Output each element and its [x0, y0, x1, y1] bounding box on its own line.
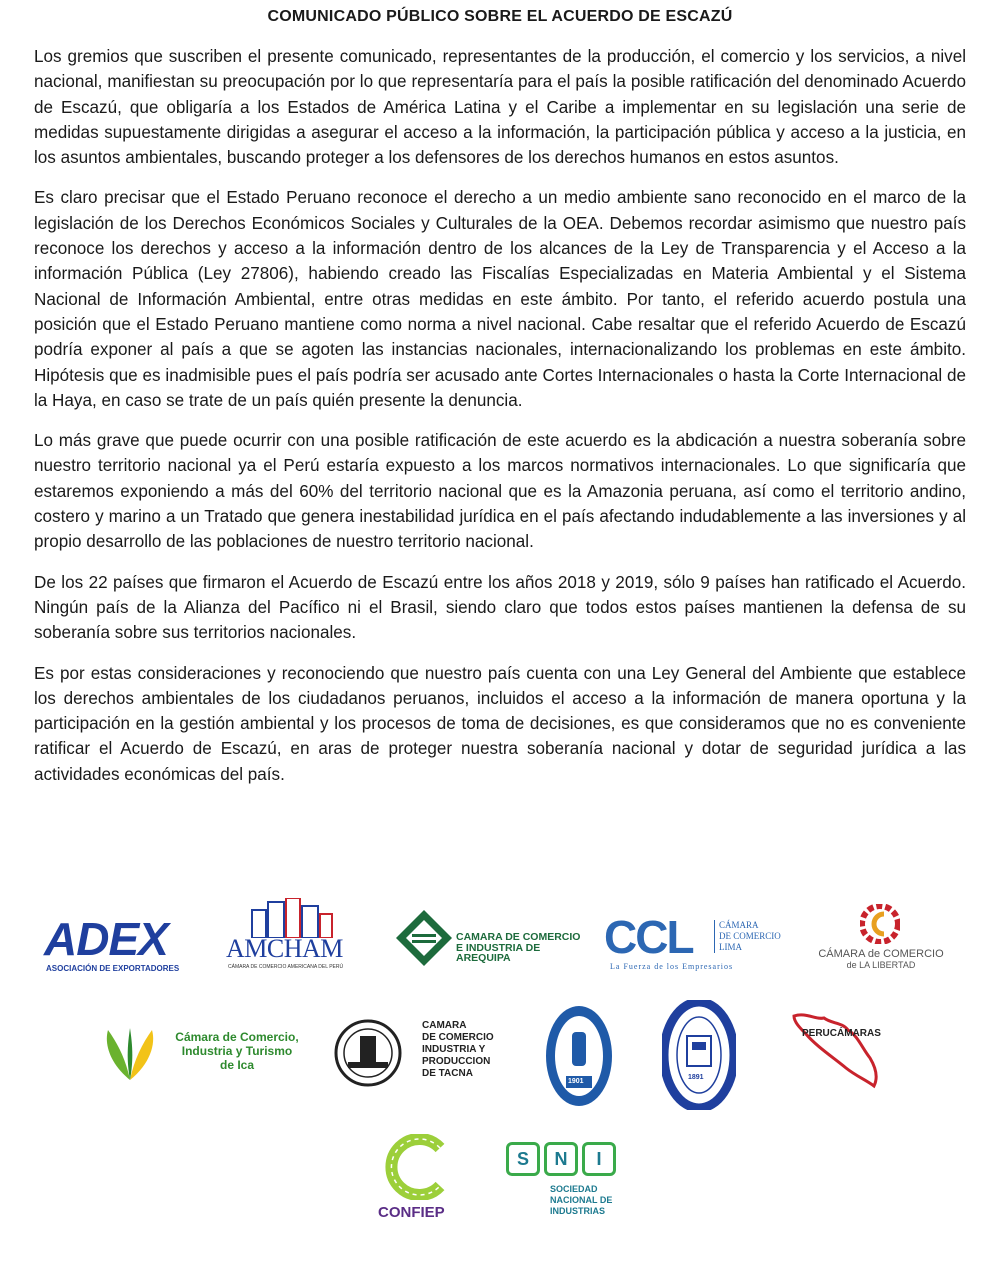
- lambayeque-year: 1901: [568, 1078, 584, 1085]
- sni-letters: [506, 1142, 616, 1176]
- piura-year: 1891: [688, 1074, 704, 1081]
- paragraph-5: Es por estas consideraciones y reconociendo que nuestro país cuenta con una Ley General del Ambiente que establece los derechos ambientales de los ciudadanos peruanos, incluidos el acceso a la información de manera oportuna y la participación en la gestión ambiental y los procesos de toma de decisiones, es que consideramos que no es conveniente ratificar el Acuerdo de Escazú, en aras de proteger nuestra soberanía nacional y dotar de seguridad jurídica a las actividades económicas del país.: [34, 663, 966, 784]
- tacna-line-5: DE TACNA: [422, 1068, 473, 1079]
- tacna-chamber-text: [422, 1020, 494, 1080]
- tacna-line-2: DE COMERCIO: [422, 1032, 494, 1043]
- ccl-line-3: LIMA: [719, 942, 742, 952]
- sni-letter-i: I: [582, 1142, 616, 1176]
- ica-line-3: de Ica: [219, 1058, 255, 1072]
- paragraph-4: De los 22 países que firmaron el Acuerdo de Escazú entre los años 2018 y 2019, sólo 9 países han ratificado el Acuerdo. Ningún país de la Alianza del Pacífico ni el Brasil, siendo claro que todos estos países mantienen la defensa de su soberanía sobre sus territorios nacionales.: [34, 572, 966, 643]
- lambayeque-chamber-logo: [544, 1004, 614, 1108]
- arequipa-chamber-logo: [394, 906, 594, 974]
- sni-text: [550, 1184, 612, 1217]
- lambayeque-seal-icon: [544, 1004, 614, 1108]
- ccl-line-1: CÁMARA: [719, 920, 759, 930]
- sni-letter-s: S: [506, 1142, 540, 1176]
- peru-map-icon: [786, 1010, 886, 1090]
- adex-logo: [44, 913, 184, 980]
- paragraph-1: Los gremios que suscriben el presente comunicado, representantes de la producción, el comercio y los servicios, a nivel nacional, manifiestan su preocupación por lo que representaría para el país la posible ratificación del denominado Acuerdo de Escazú, que obligaría a los Estados de América Latina y el Caribe a implementar en su legislación una serie de medidas supuestamente dirigidas a asegurar el acceso a la información, la participación pública y acceso a la justicia, en los asuntos ambientales, buscando proteger a los defensores de los derechos humanos en estos asuntos.: [34, 47, 966, 168]
- libertad-logo-sub: de LA LIBERTAD: [846, 960, 916, 970]
- tacna-chamber-logo: [328, 1016, 518, 1092]
- document-body: [34, 44, 966, 802]
- ica-chamber-logo: [100, 1022, 310, 1088]
- ccl-logo: [604, 911, 784, 978]
- tacna-line-1: CAMARA: [422, 1020, 467, 1031]
- arequipa-chamber-text: [456, 932, 580, 964]
- sni-line-2: NACIONAL DE: [550, 1195, 613, 1205]
- arequipa-line-1: CAMARA DE COMERCIO: [456, 931, 581, 943]
- paragraph-2: Es claro precisar que el Estado Peruano reconoce el derecho a un medio ambiente sano reconocido en el marco de la legislación de los Derechos Económicos Sociales y Culturales de la OEA. Debemos recordar asimismo que nuestro país reconoce los derechos y acceso a la información dentro de los alcances de la Ley de Transparencia y el Acceso a la información Pública (Ley 27806), habiendo creado las Fiscalías Especializadas en Materia Ambiental y el Sistema Nacional de Información Ambiental, entre otras medidas en este ámbito. Por tanto, el referido acuerdo postula una posición que el Estado Peruano mantiene como norma a nivel nacional. Cabe resaltar que el referido Acuerdo de Escazú podría exponer al país a que se agoten las instancias nacionales, internacionalizando los problemas en este ámbito. Hipótesis que es inadmisible pues el país podría ser acusado ante Cortes Internacionales o hasta la Corte Internacional de la Haya, en caso se trate de un país quién presente la denuncia.: [34, 188, 966, 410]
- libertad-chamber-logo: [800, 904, 970, 974]
- amcham-logo: [222, 898, 362, 978]
- adex-logo-subtitle: ASOCIACIÓN DE EXPORTADORES: [46, 964, 180, 973]
- libertad-logo-name: CÁMARA de COMERCIO: [818, 948, 944, 960]
- piura-seal-icon: [662, 1000, 736, 1110]
- amcham-buildings-icon: [222, 898, 362, 938]
- ccl-tagline: La Fuerza de los Empresarios: [610, 962, 734, 971]
- ica-line-2: Industria y Turismo: [181, 1044, 293, 1058]
- perucamaras-name: PERUCÁMARAS: [802, 1028, 881, 1039]
- sni-line-1: SOCIEDAD: [550, 1184, 598, 1194]
- document-title: COMUNICADO PÚBLICO SOBRE EL ACUERDO DE ESCAZÚ: [267, 8, 733, 25]
- paragraph-3: Lo más grave que puede ocurrir con una posible ratificación de este acuerdo es la abdicación a nuestra soberanía sobre nuestro territorio nacional ya el Perú estaría expuesto a los marcos normativos internacionales. Lo que significaría que estaremos exponiendo a más del 60% del territorio nacional que es la Amazonia peruana, así como el territorio andino, costero y marino a un Tratado que genera inestabilidad jurídica en el país afectando indudablemente a las inversiones y al propio desarrollo de las poblaciones de nuestro territorio nacional.: [34, 431, 966, 552]
- ccl-logo-name: CCL: [604, 911, 693, 963]
- tacna-line-3: INDUSTRIA Y: [422, 1044, 486, 1055]
- piura-chamber-logo: [662, 1000, 736, 1110]
- ccl-line-2: DE COMERCIO: [719, 931, 781, 941]
- libertad-emblem-icon: [860, 904, 900, 944]
- amcham-logo-name: AMCHAM: [226, 934, 343, 963]
- confiep-name: CONFIEP: [378, 1204, 445, 1221]
- perucamaras-logo: [786, 1010, 886, 1090]
- sni-logo: [506, 1142, 616, 1222]
- ccl-logo-side-text: [714, 920, 781, 953]
- arequipa-emblem-icon: [394, 908, 454, 968]
- ica-chamber-text: [162, 1030, 312, 1072]
- tacna-line-4: PRODUCCION: [422, 1056, 491, 1067]
- confiep-logo: [374, 1134, 468, 1224]
- amcham-logo-subtitle: CÁMARA DE COMERCIO AMERICANA DEL PERÚ: [228, 964, 344, 970]
- sni-letter-n: N: [544, 1142, 578, 1176]
- adex-logo-name: ADEX: [44, 913, 168, 965]
- arequipa-line-2: E INDUSTRIA DE: [456, 941, 541, 954]
- ica-line-1: Cámara de Comercio,: [175, 1030, 299, 1044]
- tacna-emblem-icon: [328, 1018, 418, 1088]
- sni-line-3: INDUSTRIAS: [550, 1206, 606, 1216]
- ica-leaves-icon: [100, 1024, 162, 1084]
- confiep-c-icon: [384, 1134, 454, 1200]
- arequipa-line-3: AREQUIPA: [456, 952, 511, 964]
